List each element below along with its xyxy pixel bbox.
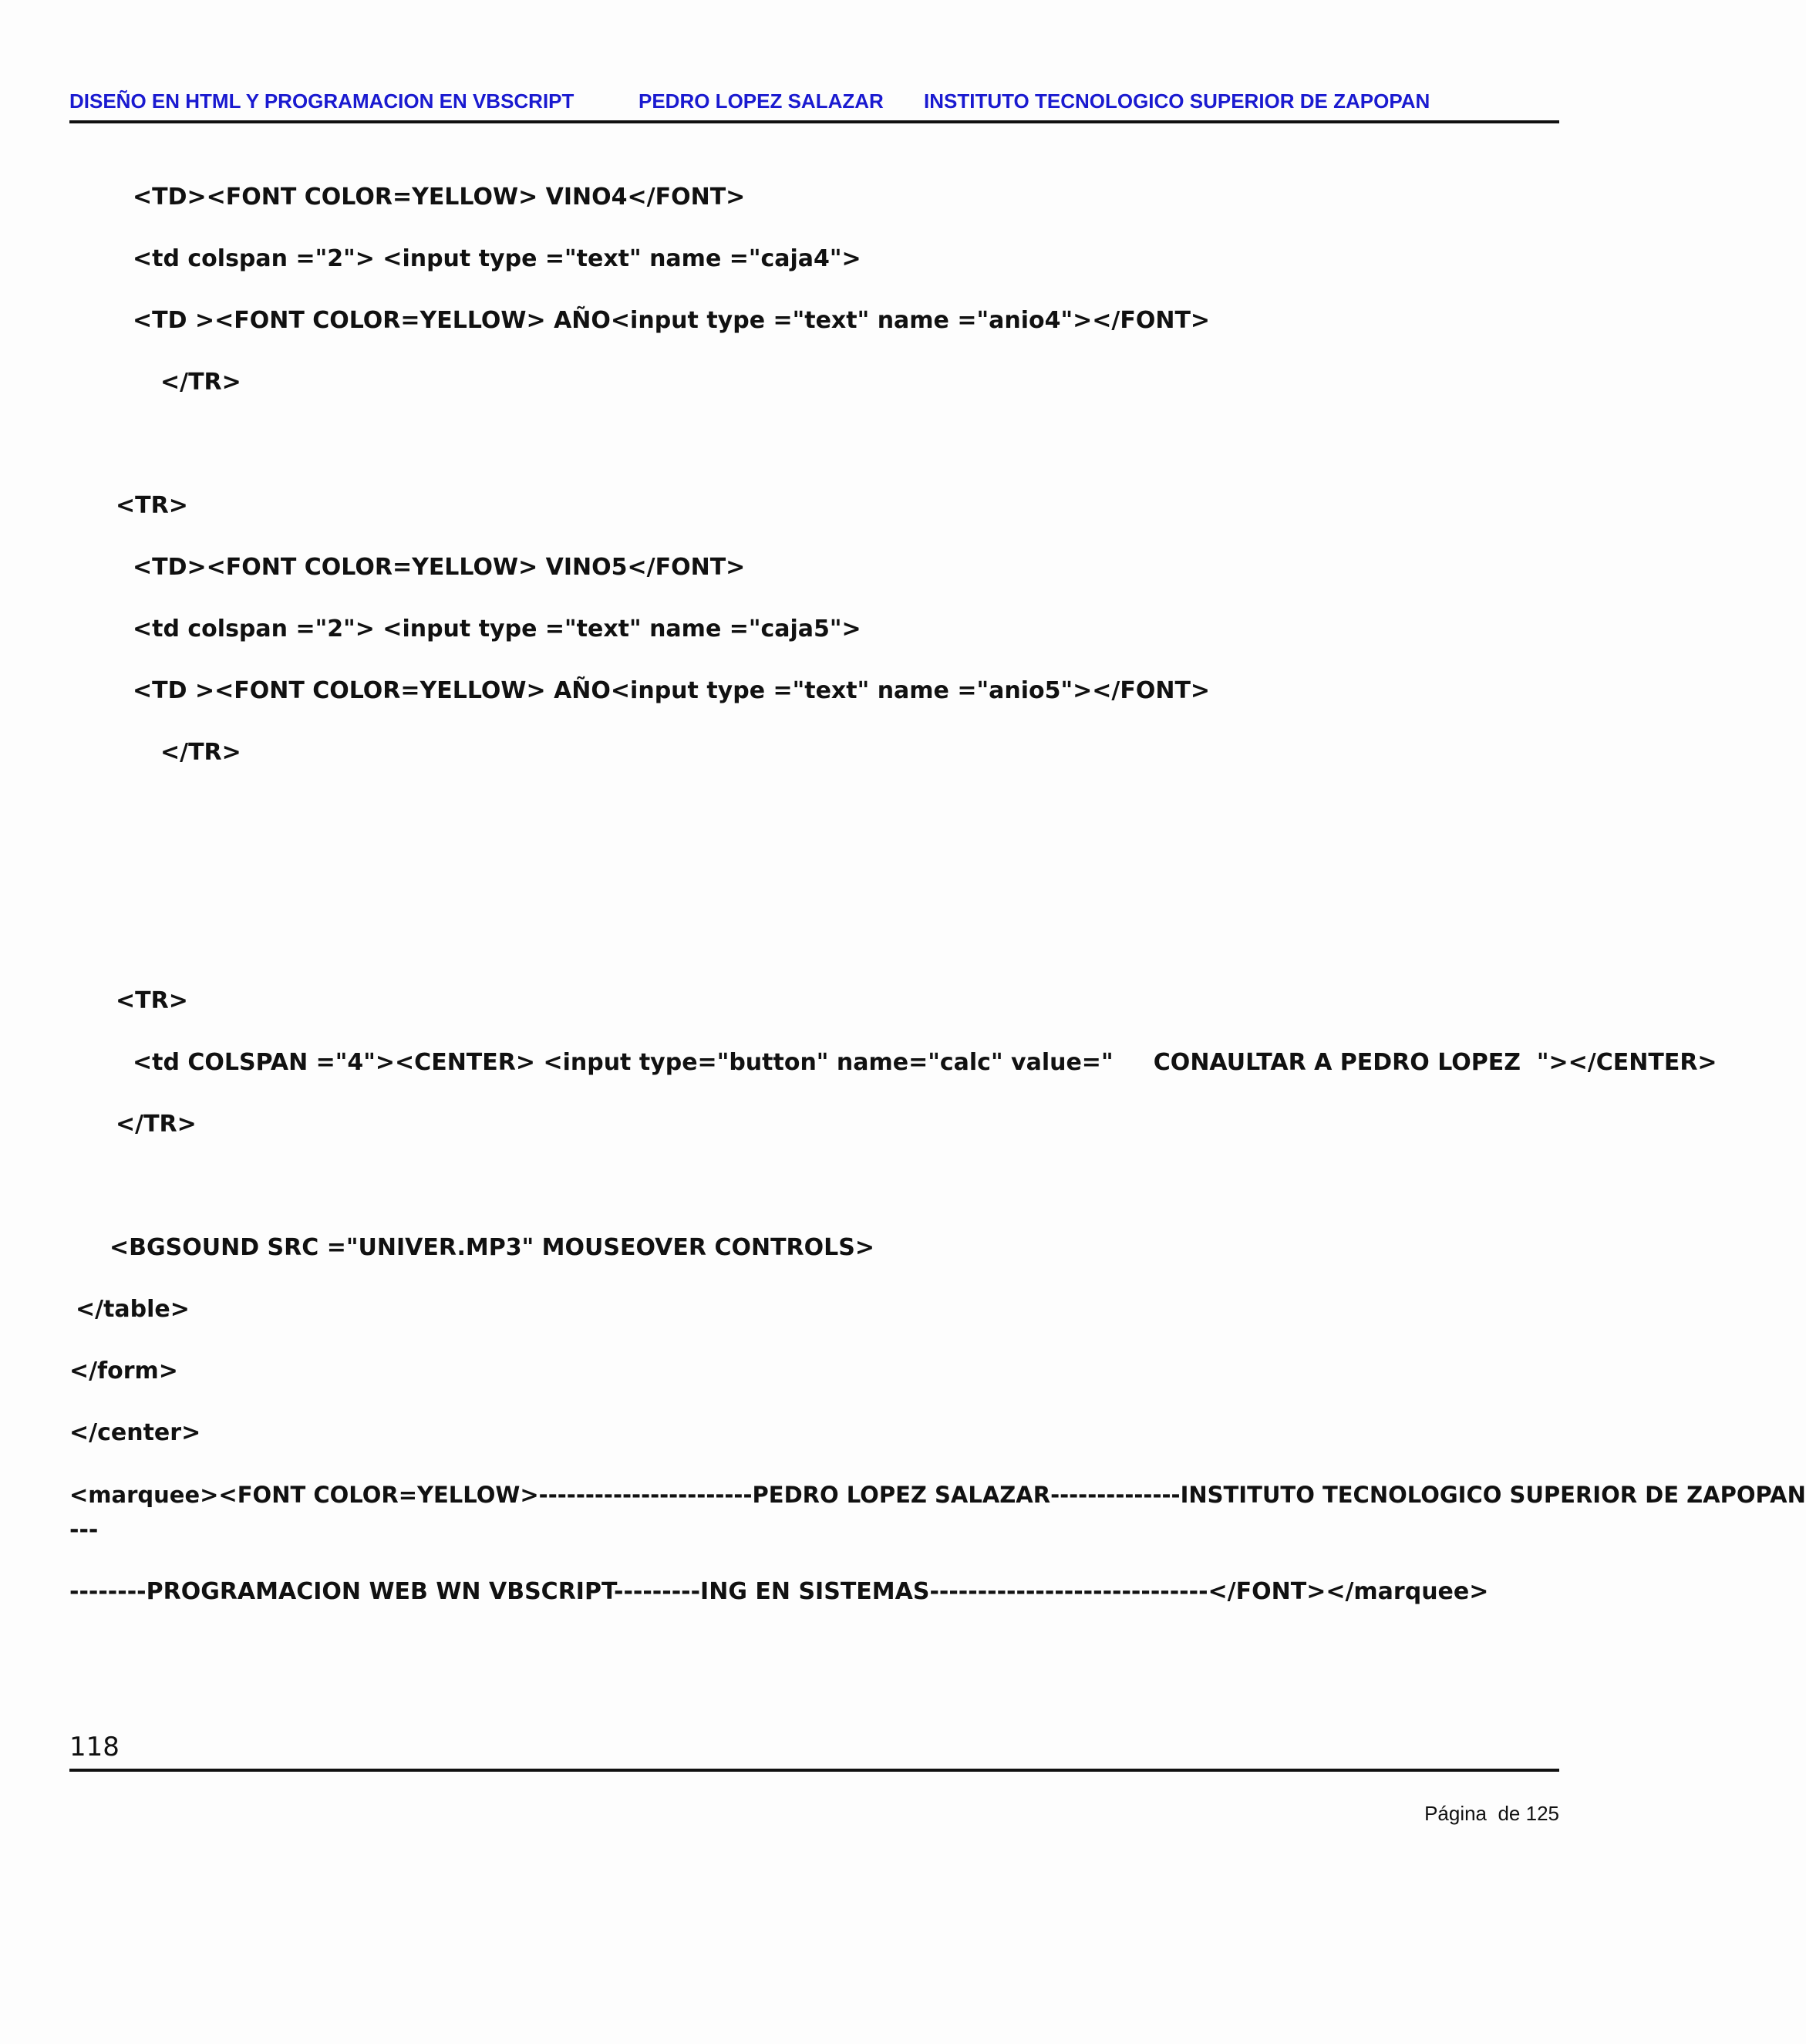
- code-line: <TR>: [116, 492, 188, 519]
- code-line: </form>: [69, 1358, 178, 1385]
- code-line: --------PROGRAMACION WEB WN VBSCRIPT---------ING EN SISTEMAS-----------------------------</FONT></marquee>: [69, 1578, 1489, 1605]
- code-line: <TD ><FONT COLOR=YELLOW> AÑO<input type ="text" name ="anio4"></FONT>: [133, 307, 1211, 334]
- code-line: </TR>: [160, 369, 241, 396]
- code-line: <marquee><FONT COLOR=YELLOW>-----------------------PEDRO LOPEZ SALAZAR--------------INSTITUTO TECNOLOGICO SUPERIOR DE ZAPOPAN: [69, 1482, 1806, 1508]
- code-line: <TD><FONT COLOR=YELLOW> VINO5</FONT>: [133, 554, 746, 581]
- code-line: <td colspan ="2"> <input type ="text" name ="caja5">: [133, 616, 861, 643]
- code-line: <td colspan ="2"> <input type ="text" name ="caja4">: [133, 245, 861, 272]
- header-author: PEDRO LOPEZ SALAZAR: [639, 89, 884, 113]
- page-header: [69, 89, 1559, 123]
- code-line: </TR>: [160, 739, 241, 766]
- code-line: </TR>: [116, 1111, 197, 1138]
- page-number: 118: [69, 1732, 120, 1762]
- footer-divider: [69, 1769, 1559, 1772]
- code-line: <TR>: [116, 987, 188, 1014]
- code-line: <td COLSPAN ="4"><CENTER> <input type="button" name="calc" value=" CONAULTAR A PEDRO LOPEZ "></CENTER>: [133, 1049, 1717, 1076]
- code-line: <TD><FONT COLOR=YELLOW> VINO4</FONT>: [133, 184, 746, 211]
- footer-page-label: Página de 125: [1424, 1802, 1559, 1825]
- code-line: </center>: [69, 1419, 201, 1446]
- code-line: <BGSOUND SRC ="UNIVER.MP3" MOUSEOVER CONTROLS>: [110, 1234, 874, 1261]
- code-line: <TD ><FONT COLOR=YELLOW> AÑO<input type ="text" name ="anio5"></FONT>: [133, 677, 1211, 704]
- header-institute: INSTITUTO TECNOLOGICO SUPERIOR DE ZAPOPAN: [924, 89, 1430, 113]
- code-line: </table>: [76, 1296, 190, 1323]
- header-course-title: DISEÑO EN HTML Y PROGRAMACION EN VBSCRIPT: [69, 89, 574, 113]
- code-line: ---: [69, 1516, 99, 1543]
